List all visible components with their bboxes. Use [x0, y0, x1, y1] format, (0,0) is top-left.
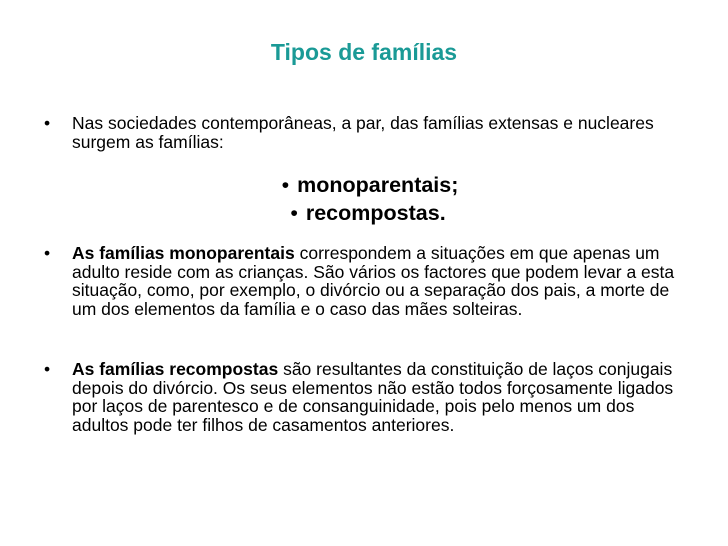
bullet-dot: •: [44, 113, 51, 133]
sub-item-monoparentais: [6, 170, 728, 200]
recomposta-paragraph: [72, 360, 694, 434]
monoparental-paragraph: [72, 244, 694, 318]
sub-item-label: monoparentais;: [297, 173, 459, 197]
bullet-dot: •: [290, 201, 298, 225]
slide-title: Tipos de famílias: [270, 39, 458, 65]
monoparental-lead: As famílias monoparentais: [72, 243, 295, 263]
bullet-dot: •: [44, 243, 51, 263]
bullet-dot: •: [281, 173, 290, 197]
bullet-dot: •: [44, 359, 51, 379]
bullet-intro: [44, 114, 694, 151]
intro-text: Nas sociedades contemporâneas, a par, das famílias extensas e nucleares surgem as famílias:: [72, 113, 654, 152]
recomposta-body: são resultantes da constituição de laços conjugais depois do divórcio. Os seus elementos não estão todos forçosamente ligados por laços de parentesco e de consanguinidade, pois pelo menos um dos adultos pode ter filhos de casamentos anteriores.: [72, 359, 674, 435]
monoparental-body: correspondem a situações em que apenas um adulto reside com as crianças. São vários os factores que podem levar a esta situação, como, por exemplo, o divórcio ou a separação dos pais, a morte de um dos elementos da família e o caso das mães solteiras.: [72, 243, 675, 319]
recomposta-lead: As famílias recompostas: [72, 359, 279, 379]
bullet-recomposta: [44, 360, 694, 434]
sub-item-label: recompostas.: [305, 201, 446, 225]
sub-item-recompostas: [4, 198, 728, 228]
bullet-monoparental: [44, 244, 694, 318]
